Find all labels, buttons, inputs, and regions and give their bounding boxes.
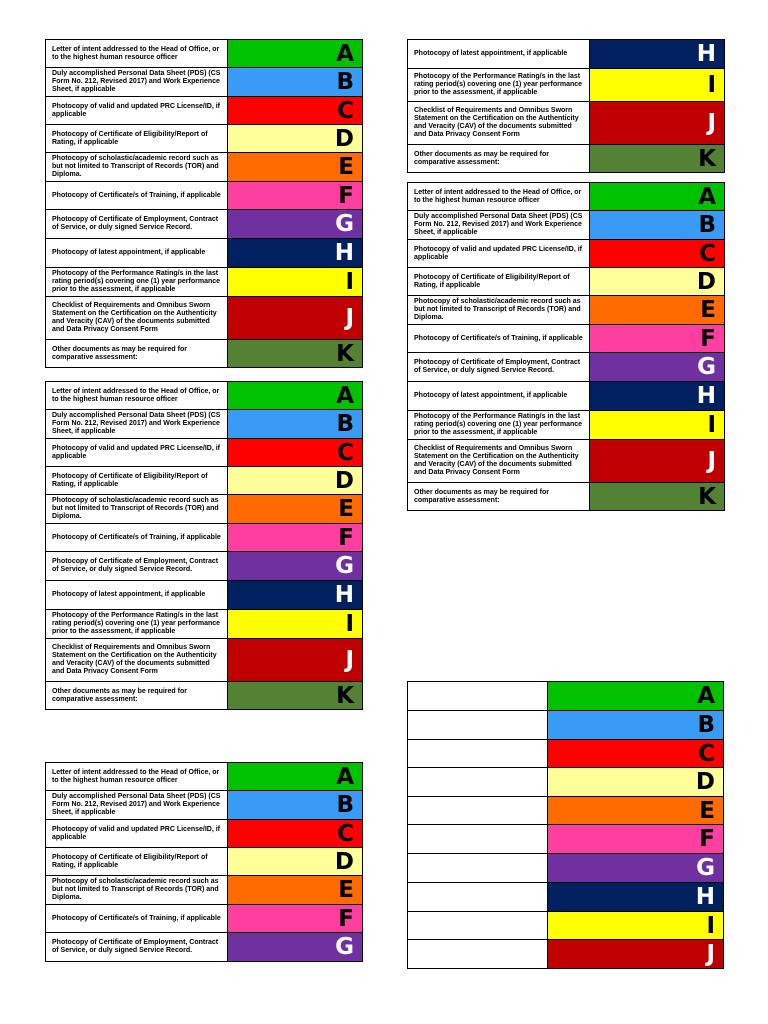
table-row [46,524,363,552]
table-row [408,711,724,740]
table-row [408,296,725,325]
color-code-cell [590,211,725,240]
requirements-label-table [45,762,363,962]
requirement-label: Photocopy of Certificate of Eligibility/Report of Rating, if applicable [46,125,228,153]
color-code-cell [228,524,363,552]
category-letter: D [334,467,354,494]
table-row [46,791,363,820]
requirement-label: Letter of intent addressed to the Head of Office, or to the highest human resource officer [408,183,590,211]
table-row [46,268,363,297]
color-code-cell [228,610,363,639]
requirements-label-table [45,381,363,710]
table-row [408,183,725,211]
requirements-label-table [407,182,725,511]
requirement-label: Photocopy of Certificate of Eligibility/Report of Rating, if applicable [408,268,590,296]
table-row [46,68,363,97]
category-letter: B [698,212,716,238]
color-code-cell [228,182,363,210]
color-code-cell [590,382,725,411]
category-letter: B [336,792,354,818]
color-code-cell [228,382,363,410]
category-letter: F [699,826,715,852]
table-row [408,797,724,825]
requirement-label: Letter of intent addressed to the Head of Office, or to the highest human resource officer [46,40,228,68]
requirement-label [408,768,548,797]
color-code-cell [590,268,725,296]
category-letter: G [335,934,354,960]
color-code-cell [228,933,363,962]
requirement-label: Photocopy of Certificate/s of Training, if applicable [46,182,228,210]
category-letter: C [699,240,716,267]
table-row [46,495,363,524]
table-row [46,639,363,682]
color-code-cell [228,340,363,368]
requirement-label: Photocopy of the Performance Rating/s in the last rating period(s) covering one (1) year performance prior to the assessment, if applicable [408,411,590,440]
color-code-cell [228,153,363,182]
requirement-label: Other documents as may be required for comparative assessment: [408,145,590,173]
color-code-cell [590,353,725,382]
category-letter: E [338,154,354,180]
requirement-label: Checklist of Requirements and Omnibus Sworn Statement on the Certification on the Authenticity and Veracity (CAV) of the documents submitted and Data Privacy Consent Form [46,639,228,682]
color-code-cell [228,210,363,239]
table-row [46,682,363,710]
requirement-label: Letter of intent addressed to the Head of Office, or to the highest human resource officer [46,763,228,791]
requirement-label: Photocopy of latest appointment, if applicable [408,382,590,411]
category-letter: J [345,305,354,331]
table-row [408,682,724,711]
color-code-cell [590,483,725,511]
category-letter: G [696,855,715,881]
requirement-label [408,940,548,969]
requirement-label: Photocopy of latest appointment, if applicable [408,40,590,69]
color-code-cell [228,125,363,153]
requirement-label: Photocopy of latest appointment, if applicable [46,581,228,610]
table-row [408,102,725,145]
table-row [46,933,363,962]
category-letter: B [336,69,354,95]
requirement-label: Photocopy of scholastic/academic record such as but not limited to Transcript of Records (TOR) and Diploma. [46,876,228,905]
table-row [46,876,363,905]
table-row [46,153,363,182]
color-code-cell [228,581,363,610]
color-code-cell [228,268,363,297]
requirement-label: Photocopy of scholastic/academic record such as but not limited to Transcript of Records (TOR) and Diploma. [46,153,228,182]
requirement-label: Photocopy of the Performance Rating/s in the last rating period(s) covering one (1) year performance prior to the assessment, if applicable [46,610,228,639]
color-code-cell [590,296,725,325]
requirement-label: Duly accomplished Personal Data Sheet (PDS) (CS Form No. 212, Revised 2017) and Work Experience Sheet, if applicable [408,211,590,240]
requirement-label: Duly accomplished Personal Data Sheet (PDS) (CS Form No. 212, Revised 2017) and Work Experience Sheet, if applicable [46,68,228,97]
category-letter: J [345,647,354,673]
color-code-cell [228,552,363,581]
category-letter: A [336,763,354,790]
requirement-label [408,912,548,940]
requirement-label: Checklist of Requirements and Omnibus Sworn Statement on the Certification on the Authenticity and Veracity (CAV) of the documents submitted and Data Privacy Consent Form [408,102,590,145]
color-code-cell [590,102,725,145]
color-code-cell [590,411,725,440]
requirement-label: Photocopy of the Performance Rating/s in the last rating period(s) covering one (1) year performance prior to the assessment, if applicable [46,268,228,297]
requirement-label: Other documents as may be required for comparative assessment: [408,483,590,511]
category-letter: E [700,297,716,323]
category-letter: B [697,712,715,738]
requirement-label: Other documents as may be required for comparative assessment: [46,340,228,368]
requirement-label: Checklist of Requirements and Omnibus Sworn Statement on the Certification on the Authenticity and Veracity (CAV) of the documents submitted and Data Privacy Consent Form [408,440,590,483]
table-row [46,439,363,467]
requirement-label: Photocopy of Certificate of Eligibility/Report of Rating, if applicable [46,848,228,876]
category-letter: J [707,110,716,136]
category-letter: D [334,848,354,875]
category-letter: F [338,905,354,932]
table-row [46,848,363,876]
color-code-cell [548,883,724,912]
requirement-label [408,854,548,883]
table-row [46,340,363,368]
requirement-label: Photocopy of latest appointment, if applicable [46,239,228,268]
requirement-label [408,711,548,740]
table-row [46,182,363,210]
table-row [408,40,725,69]
category-letter: I [345,611,354,637]
category-letter: J [706,941,715,967]
requirement-label [408,883,548,912]
table-row [408,325,725,353]
requirement-label [408,797,548,825]
table-row [408,883,724,912]
category-letter: K [336,682,354,709]
color-code-cell [228,682,363,710]
requirements-label-table [45,39,363,368]
requirements-label-table [407,39,725,173]
category-letter: C [337,439,354,466]
category-letter: C [337,820,354,847]
color-code-cell [548,825,724,854]
table-row [46,467,363,495]
table-row [46,820,363,848]
color-code-cell [228,876,363,905]
requirement-label: Photocopy of Certificate of Employment, Contract of Service, or duly signed Service Record. [408,353,590,382]
category-letter: K [698,483,716,510]
requirement-label: Checklist of Requirements and Omnibus Sworn Statement on the Certification on the Authenticity and Veracity (CAV) of the documents submitted and Data Privacy Consent Form [46,297,228,340]
category-letter: H [696,41,716,67]
category-letter: J [707,448,716,474]
color-code-cell [548,682,724,711]
requirement-label: Photocopy of valid and updated PRC License/ID, if applicable [46,439,228,467]
table-row [46,40,363,68]
requirement-label [408,740,548,768]
table-row [46,610,363,639]
category-letter: E [338,496,354,522]
table-row [46,210,363,239]
color-code-cell [548,854,724,883]
table-row [46,905,363,933]
category-letter: H [334,582,354,608]
requirement-label [408,682,548,711]
color-code-cell [548,797,724,825]
table-row [46,125,363,153]
table-row [408,740,724,768]
color-code-cell [590,183,725,211]
table-row [408,353,725,382]
table-row [408,268,725,296]
requirement-label: Photocopy of the Performance Rating/s in the last rating period(s) covering one (1) year performance prior to the assessment, if applicable [408,69,590,102]
color-code-cell [590,240,725,268]
color-code-cell [228,905,363,933]
requirement-label: Other documents as may be required for comparative assessment: [46,682,228,710]
table-row [46,410,363,439]
category-letter: G [335,553,354,579]
category-letter: D [334,125,354,152]
category-letter: G [335,211,354,237]
requirement-label: Photocopy of valid and updated PRC License/ID, if applicable [46,820,228,848]
color-code-cell [228,239,363,268]
table-row [408,483,725,511]
table-row [408,69,725,102]
color-code-cell [228,410,363,439]
category-letter: H [696,383,716,409]
color-code-cell [590,69,725,102]
table-row [408,411,725,440]
table-row [408,825,724,854]
requirement-label: Photocopy of scholastic/academic record such as but not limited to Transcript of Records (TOR) and Diploma. [408,296,590,325]
table-row [46,239,363,268]
color-code-cell [590,440,725,483]
table-row [408,912,724,940]
requirement-label: Duly accomplished Personal Data Sheet (PDS) (CS Form No. 212, Revised 2017) and Work Experience Sheet, if applicable [46,791,228,820]
category-letter: E [338,877,354,903]
category-letter: I [706,912,715,939]
requirement-label: Letter of intent addressed to the Head of Office, or to the highest human resource officer [46,382,228,410]
category-letter: A [336,40,354,67]
table-row [408,768,724,797]
color-code-cell [548,768,724,797]
requirement-label: Photocopy of Certificate/s of Training, if applicable [408,325,590,353]
color-code-cell [548,740,724,768]
category-letter: H [334,240,354,266]
requirement-label: Photocopy of Certificate/s of Training, if applicable [46,524,228,552]
category-letter: D [695,769,715,795]
color-code-cell [228,791,363,820]
color-code-cell [228,820,363,848]
table-row [408,240,725,268]
requirement-label [408,825,548,854]
table-row [46,552,363,581]
color-code-cell [228,639,363,682]
color-code-cell [590,325,725,353]
category-letter: A [336,382,354,409]
table-row [408,440,725,483]
color-code-cell [228,467,363,495]
table-row [46,382,363,410]
color-code-cell [228,495,363,524]
table-row [408,145,725,173]
table-row [46,97,363,125]
color-code-cell [228,97,363,125]
color-code-cell [228,297,363,340]
requirement-label: Photocopy of valid and updated PRC License/ID, if applicable [46,97,228,125]
category-letter: F [338,182,354,209]
category-letter: C [698,740,715,767]
requirement-label: Photocopy of scholastic/academic record such as but not limited to Transcript of Records (TOR) and Diploma. [46,495,228,524]
category-letter: H [695,884,715,910]
table-row [46,297,363,340]
table-row [408,940,724,969]
color-code-cell [548,912,724,940]
color-code-cell [228,68,363,97]
requirement-label: Photocopy of Certificate of Employment, Contract of Service, or duly signed Service Record. [46,552,228,581]
requirements-label-table [407,681,724,969]
requirement-label: Photocopy of Certificate of Employment, Contract of Service, or duly signed Service Record. [46,933,228,962]
category-letter: C [337,97,354,124]
table-row [46,763,363,791]
color-code-cell [228,763,363,791]
category-letter: G [697,354,716,380]
color-code-cell [590,40,725,69]
category-letter: A [697,683,715,709]
category-letter: K [336,340,354,367]
color-code-cell [548,940,724,969]
table-row [408,211,725,240]
category-letter: K [698,145,716,172]
requirement-label: Photocopy of Certificate of Employment, Contract of Service, or duly signed Service Record. [46,210,228,239]
category-letter: B [336,411,354,437]
category-letter: E [699,797,715,824]
table-row [408,854,724,883]
color-code-cell [590,145,725,173]
requirement-label: Photocopy of Certificate/s of Training, if applicable [46,905,228,933]
table-row [408,382,725,411]
requirement-label: Photocopy of valid and updated PRC License/ID, if applicable [408,240,590,268]
category-letter: I [345,269,354,295]
category-letter: I [707,72,716,98]
category-letter: I [707,412,716,438]
color-code-cell [228,40,363,68]
color-code-cell [228,439,363,467]
color-code-cell [228,848,363,876]
color-code-cell [548,711,724,740]
category-letter: D [696,268,716,295]
category-letter: F [700,325,716,352]
category-letter: F [338,524,354,551]
category-letter: A [698,183,716,210]
table-row [46,581,363,610]
requirement-label: Photocopy of Certificate of Eligibility/Report of Rating, if applicable [46,467,228,495]
requirement-label: Duly accomplished Personal Data Sheet (PDS) (CS Form No. 212, Revised 2017) and Work Experience Sheet, if applicable [46,410,228,439]
